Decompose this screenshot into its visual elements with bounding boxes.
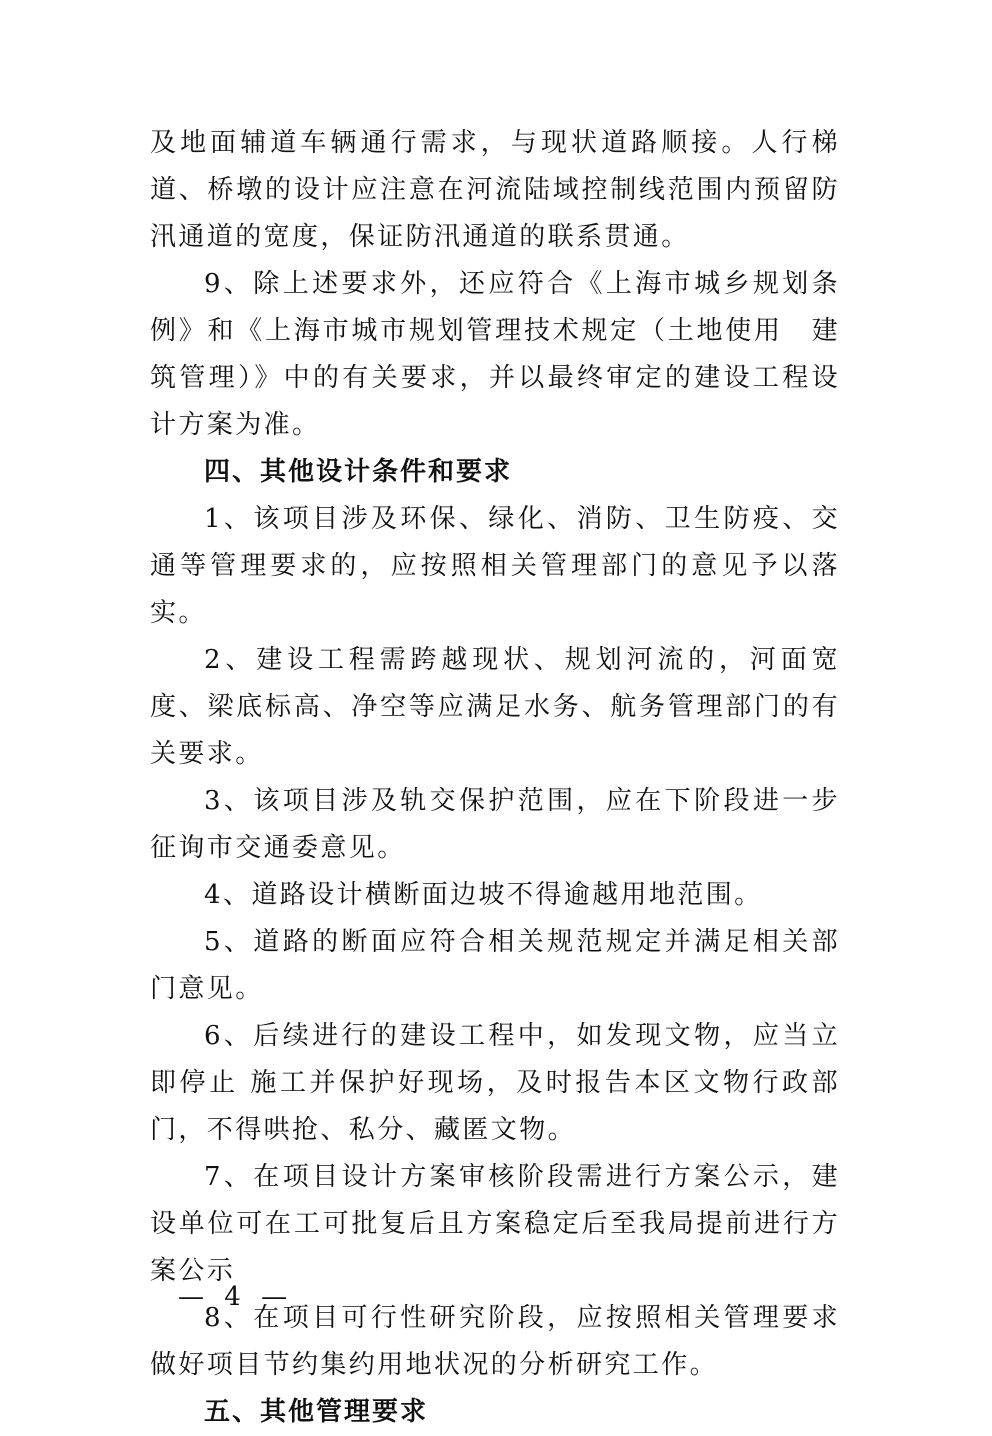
section4-item-4: 4、道路设计横断面边坡不得逾越用地范围。 [204,880,763,910]
section-heading-4: 四、其他设计条件和要求 [204,457,513,487]
document-body [150,120,840,1436]
page-number: — 4 — [178,1282,294,1312]
paragraph-item-9: 9、除上述要求外，还应符合《上海市城乡规划条例》和《上海市城市规划管理技术规定（土地使用 建筑管理）》中的有关要求，并以最终审定的建设工程设计方案为准。 [150,269,840,440]
section4-item-5: 5、道路的断面应符合相关规范规定并满足相关部门意见。 [150,927,840,1004]
section4-item-6: 6、后续进行的建设工程中，如发现文物，应当立即停止 施工并保护好现场，及时报告本区文物行政部门，不得哄抢、私分、藏匿文物。 [150,1021,840,1145]
section4-item-7: 7、在项目设计方案审核阶段需进行方案公示，建设单位可在工可批复后且方案稳定后至我局提前进行方案公示 [150,1162,840,1286]
section4-item-8: 8、在项目可行性研究阶段，应按照相关管理要求做好项目节约集约用地状况的分析研究工作。 [150,1303,840,1380]
section4-item-2: 2、建设工程需跨越现状、规划河流的，河面宽度、梁底标高、净空等应满足水务、航务管理部门的有关要求。 [150,645,840,769]
paragraph-continuation: 及地面辅道车辆通行需求，与现状道路顺接。人行梯道、桥墩的设计应注意在河流陆域控制线范围内预留防汛通道的宽度，保证防汛通道的联系贯通。 [150,128,840,252]
section-heading-5: 五、其他管理要求 [204,1397,429,1427]
section4-item-1: 1、该项目涉及环保、绿化、消防、卫生防疫、交通等管理要求的，应按照相关管理部门的意见予以落实。 [150,504,840,628]
section4-item-3: 3、该项目涉及轨交保护范围，应在下阶段进一步征询市交通委意见。 [150,786,840,863]
